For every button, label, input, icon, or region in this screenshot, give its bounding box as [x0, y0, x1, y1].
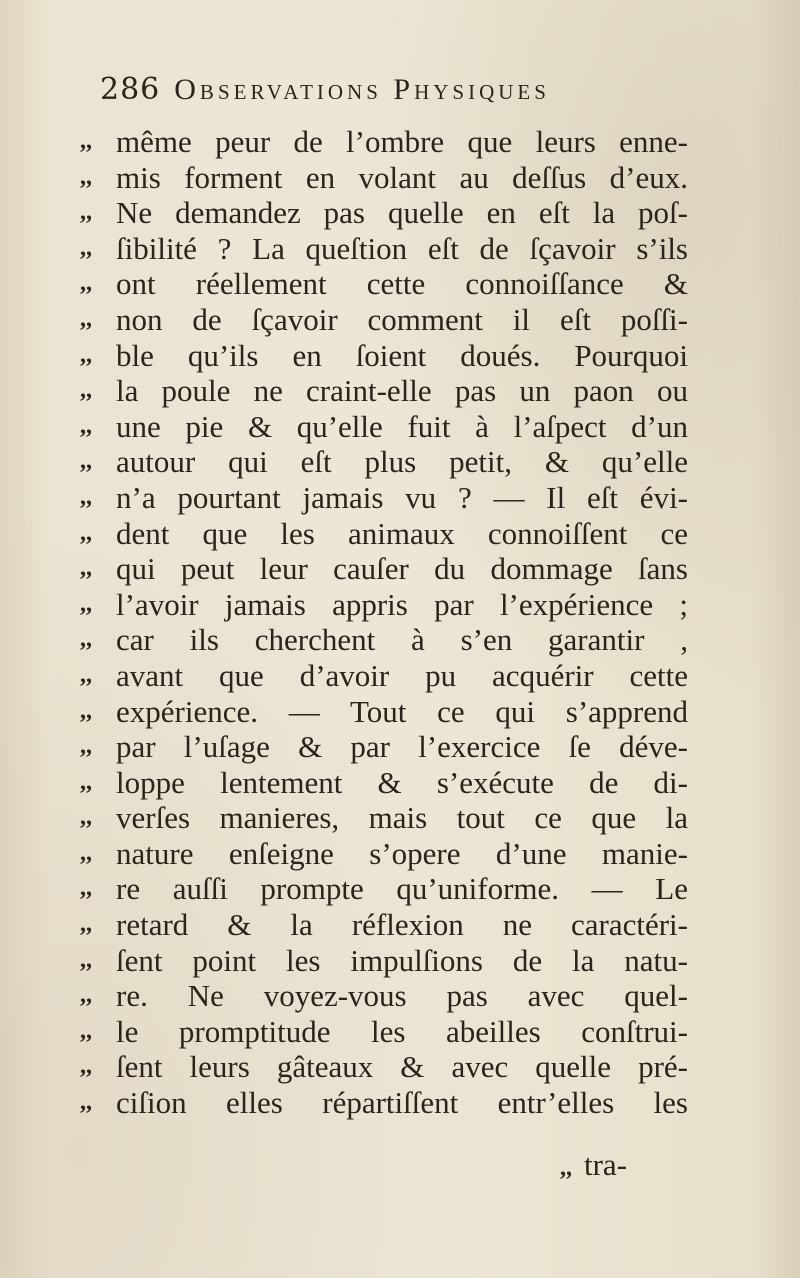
- quote-mark: ,,: [80, 1089, 92, 1116]
- text-line: [68, 836, 688, 872]
- line-text: non de ſçavoir comment il eſt poſſi-: [116, 301, 688, 337]
- text-line: [68, 694, 688, 730]
- quote-mark: ,,: [80, 163, 92, 190]
- quote-mark: ,,: [80, 1017, 92, 1044]
- quote-mark: ,,: [80, 128, 92, 154]
- quote-mark: ,,: [80, 234, 92, 261]
- quote-mark: ,,: [80, 697, 92, 724]
- text-line: [68, 907, 688, 943]
- text-line: [68, 729, 688, 765]
- quote-mark: ,,: [80, 839, 92, 866]
- text-line: [68, 1014, 688, 1050]
- line-text: avant que d’avoir pu acquérir cette: [116, 657, 688, 693]
- line-text: même peur de l’ombre que leurs enne-: [116, 124, 688, 159]
- line-text: expérience. — Tout ce qui s’apprend: [116, 693, 688, 729]
- line-text: re auſſi prompte qu’uniforme. — Le: [116, 871, 688, 907]
- line-text: la poule ne craint-elle pas un paon ou: [116, 373, 688, 409]
- text-line: [68, 266, 688, 302]
- text-line: [68, 373, 688, 409]
- running-head: Observations Physiques: [174, 73, 550, 106]
- quote-mark: ,,: [80, 305, 92, 332]
- line-text: autour qui eſt plus petit, & qu’elle: [116, 444, 688, 480]
- text-line: [68, 160, 688, 196]
- quote-mark: ,,: [80, 982, 92, 1009]
- text-line: [68, 800, 688, 836]
- quote-mark: ,,: [80, 911, 92, 938]
- quote-mark: ,,: [80, 377, 92, 404]
- catchword-quote-mark: ,,: [560, 1155, 572, 1181]
- line-text: ſent leurs gâteaux & avec quelle pré-: [116, 1049, 688, 1085]
- quote-mark: ,,: [80, 341, 92, 368]
- text-line: [68, 943, 688, 979]
- line-text: retard & la réflexion ne caractéri-: [116, 907, 688, 943]
- line-text: l’avoir jamais appris par l’expérience ;: [116, 586, 688, 622]
- quote-mark: ,,: [80, 946, 92, 973]
- quote-mark: ,,: [80, 448, 92, 475]
- text-line: [68, 978, 688, 1014]
- text-line: [68, 409, 688, 445]
- line-text: ble qu’ils en ſoient doués. Pourquoi: [116, 337, 688, 373]
- text-line: [68, 338, 688, 374]
- line-text: une pie & qu’elle fuit à l’aſpect d’un: [116, 408, 688, 444]
- quote-mark: ,,: [80, 590, 92, 617]
- text-line: [68, 1049, 688, 1085]
- line-text: dent que les animaux connoiſſent ce: [116, 515, 688, 551]
- quote-mark: ,,: [80, 1053, 92, 1080]
- text-line: [68, 622, 688, 658]
- text-line: [68, 124, 688, 160]
- text-line: [68, 516, 688, 552]
- line-text: par l’uſage & par l’exercice ſe déve-: [116, 729, 688, 765]
- text-line: [68, 195, 688, 231]
- line-text: loppe lentement & s’exécute de di-: [116, 764, 688, 800]
- text-line: [68, 551, 688, 587]
- text-line: [68, 658, 688, 694]
- text-line: [68, 765, 688, 801]
- quote-mark: ,,: [80, 626, 92, 653]
- text-line: [68, 587, 688, 623]
- line-text: verſes manieres, mais tout ce que la: [116, 800, 688, 836]
- quote-mark: ,,: [80, 875, 92, 902]
- line-text: qui peut leur cauſer du dommage ſans: [116, 551, 688, 587]
- line-text: ſibilité ? La queſtion eſt de ſçavoir s’ils: [116, 230, 688, 266]
- line-text: le promptitude les abeilles conſtrui-: [116, 1013, 688, 1049]
- text-line: [68, 231, 688, 267]
- line-text: ſent point les impulſions de la natu-: [116, 942, 688, 978]
- text-line: [68, 480, 688, 516]
- catchword: [560, 1147, 627, 1183]
- quote-mark: ,,: [80, 519, 92, 546]
- line-text: ciſion elles répartiſſent entr’elles les: [116, 1085, 688, 1121]
- line-text: re. Ne voyez-vous pas avec quel-: [116, 978, 688, 1014]
- quote-mark: ,,: [80, 804, 92, 831]
- catchword-text: tra-: [584, 1147, 628, 1182]
- line-text: n’a pourtant jamais vu ? — Il eſt évi-: [116, 479, 688, 515]
- line-text: nature enſeigne s’opere d’une manie-: [116, 835, 688, 871]
- text-line: [68, 444, 688, 480]
- quote-mark: ,,: [80, 270, 92, 297]
- line-text: car ils cherchent à s’en garantir ,: [116, 622, 688, 658]
- body-text: [68, 124, 688, 1121]
- text-line: [68, 1085, 688, 1121]
- line-text: mis forment en volant au deſſus d’eux.: [116, 159, 688, 195]
- quote-mark: ,,: [80, 661, 92, 688]
- line-text: Ne demandez pas quelle en eſt la poſ-: [116, 195, 688, 231]
- text-line: [68, 871, 688, 907]
- page-header: [100, 72, 660, 112]
- text-line: [68, 302, 688, 338]
- quote-mark: ,,: [80, 555, 92, 582]
- quote-mark: ,,: [80, 483, 92, 510]
- page-number: 286: [100, 72, 161, 107]
- quote-mark: ,,: [80, 412, 92, 439]
- quote-mark: ,,: [80, 733, 92, 760]
- quote-mark: ,,: [80, 199, 92, 226]
- quote-mark: ,,: [80, 768, 92, 795]
- line-text: ont réellement cette connoiſſance &: [116, 266, 688, 302]
